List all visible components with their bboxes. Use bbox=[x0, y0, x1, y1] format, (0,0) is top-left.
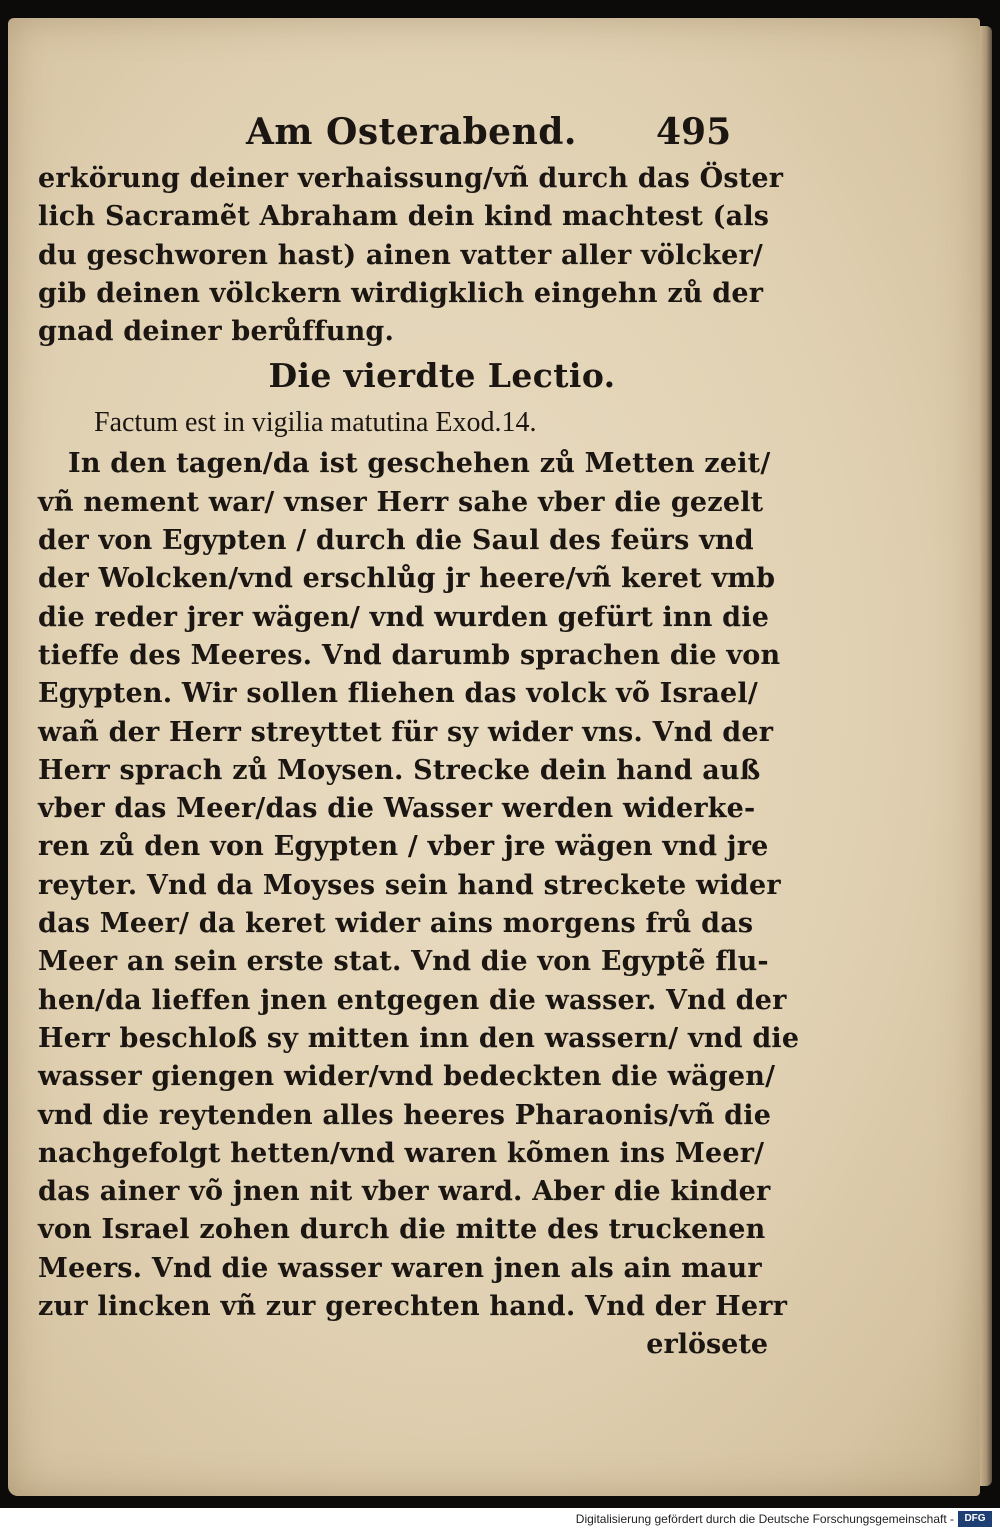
text-line: reyter. Vnd da Moyses sein hand streckete wider bbox=[38, 869, 781, 901]
text-line: vnd die reytenden alles heeres Pharaonis/vñ die bbox=[38, 1099, 772, 1131]
first-reading-line: In den tagen/da ist geschehen zů Metten zeit/ bbox=[68, 448, 771, 480]
section-title: Die vierdte Lectio. bbox=[268, 356, 616, 396]
text-line: gnad deiner berůffung. bbox=[38, 316, 395, 348]
text-line: du geschworen hast) ainen vatter aller völcker/ bbox=[38, 239, 763, 271]
footer-bar bbox=[0, 1508, 1000, 1530]
text-line: tieffe des Meeres. Vnd darumb sprachen die von bbox=[38, 639, 781, 671]
text-line: zur lincken vñ zur gerechten hand. Vnd der Herr bbox=[38, 1291, 788, 1323]
page-header bbox=[38, 104, 786, 160]
text-line: das Meer/ da keret wider ains morgens frů das bbox=[38, 908, 754, 940]
reading-lines bbox=[38, 484, 800, 1327]
dfg-logo: DFG bbox=[958, 1511, 992, 1527]
text-line: nachgefolgt hetten/vnd waren kõmen ins Meer/ bbox=[38, 1137, 765, 1169]
text-line: vñ nement war/ vnser Herr sahe vber die gezelt bbox=[38, 486, 764, 518]
page-number: 495 bbox=[656, 111, 732, 153]
text-line: die reder jrer wägen/ vnd wurden gefürt inn die bbox=[38, 601, 770, 633]
text-line: vber das Meer/das die Wasser werden widerke- bbox=[38, 793, 756, 825]
latin-incipit: Factum est in vigilia matutina Exod.14. bbox=[94, 407, 537, 439]
text-line: Herr beschloß sy mitten inn den wassern/ vnd die bbox=[38, 1022, 800, 1054]
text-block bbox=[38, 104, 800, 1364]
text-line: Egypten. Wir sollen fliehen das volck võ Israel/ bbox=[38, 678, 758, 710]
page-edge bbox=[978, 26, 992, 1486]
text-line: gib deinen völckern wirdigklich eingehn zů der bbox=[38, 277, 764, 309]
digitization-credit: Digitalisierung gefördert durch die Deutsche Forschungsgemeinschaft - bbox=[575, 1512, 954, 1526]
text-line: Meer an sein erste stat. Vnd die von Egyptẽ flu- bbox=[38, 946, 769, 978]
catchword: erlösete bbox=[646, 1329, 768, 1361]
running-head: Am Osterabend. bbox=[246, 111, 577, 153]
prayer-lines bbox=[38, 160, 786, 351]
text-line: wañ der Herr streyttet für sy wider vns. Vnd der bbox=[38, 716, 774, 748]
text-line: wasser giengen wider/vnd bedeckten die wägen/ bbox=[38, 1061, 776, 1093]
text-line: hen/da lieffen jnen entgegen die wasser. Vnd der bbox=[38, 984, 787, 1016]
text-line: Meers. Vnd die wasser waren jnen als ain maur bbox=[38, 1252, 762, 1284]
book-page bbox=[8, 18, 980, 1496]
text-line: Herr sprach zů Moysen. Strecke dein hand auß bbox=[38, 754, 761, 786]
text-line: von Israel zohen durch die mitte des truckenen bbox=[38, 1214, 766, 1246]
text-line: der Wolcken/vnd erschlůg jr heere/vñ keret vmb bbox=[38, 563, 776, 595]
text-line: lich Sacramẽt Abraham dein kind machtest (als bbox=[38, 201, 770, 233]
text-line: ren zů den von Egypten / vber jre wägen vnd jre bbox=[38, 831, 769, 863]
text-line: der von Egypten / durch die Saul des feürs vnd bbox=[38, 525, 754, 557]
text-line: erkörung deiner verhaissung/vñ durch das Öster bbox=[38, 163, 784, 194]
text-line: das ainer võ jnen nit vber ward. Aber die kinder bbox=[38, 1176, 771, 1208]
